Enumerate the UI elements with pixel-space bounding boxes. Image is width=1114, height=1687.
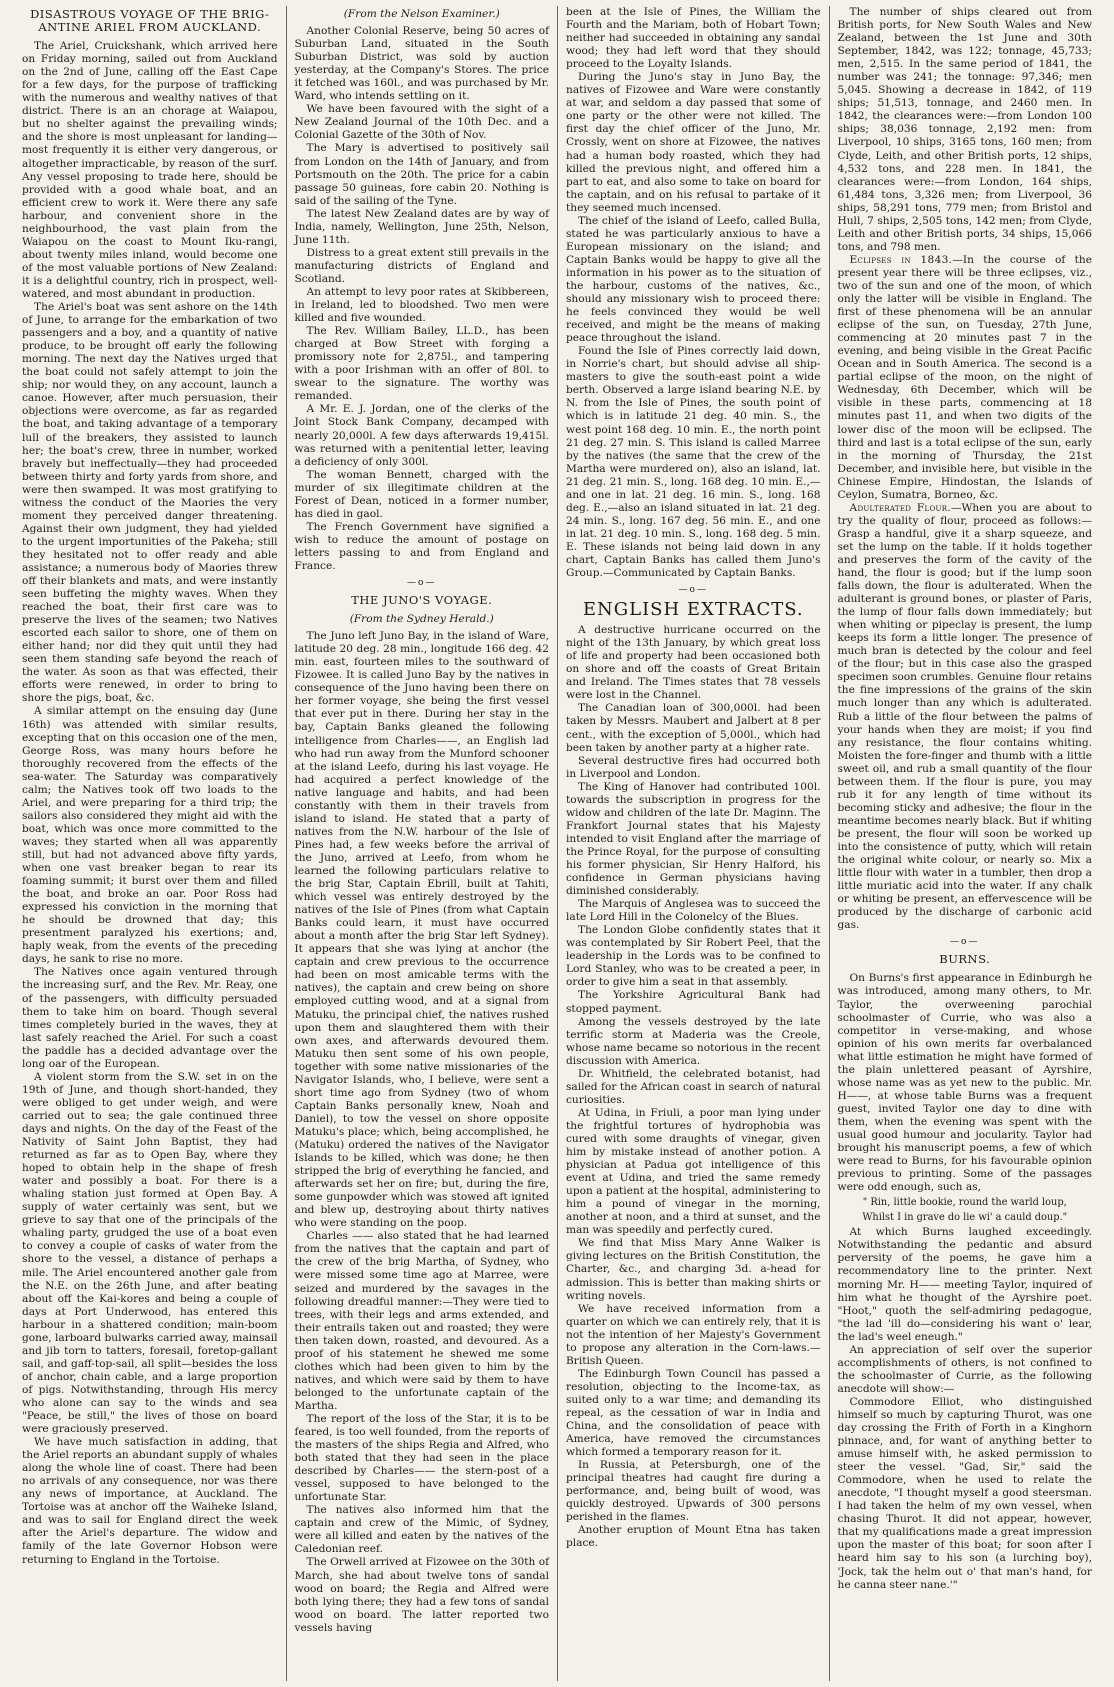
article-paragraph: A similar attempt on the ensuing day (June 16th) was attended with similar results, excepting that on this occasion one of the men, George Ross, was many hours before he thoroughly recovered from the effects of the sea-water. The Saturday was comparatively calm; the Natives took off two loads to the Ariel, and were preparing for a third trip; the sailors also considered they might aid with the boat, which was once more committed to the waves; they started when all was apparently still, but had not advanced above fifty yards, when one vast breaker began to rear its foaming summit; it burst over them and filled the boat, and broke an oar. Poor Ross had expressed his conviction in the morning that he should be drowned that day; this presentment paralyzed his exertions; and, haply weak, from the events of the preceding days, he sank to rise no more. [22,705,278,966]
article-paragraph: The report of the loss of the Star, it is to be feared, is too well founded, from the reports of the masters of the ships Regia and Alfred, who both stated that they had seen in the place described by Charles—— the stern-post of a vessel, supposed to have belonged to the unfortunate Star. [294,1412,549,1504]
verse-line: " Rin, little bookie, round the warld loup, [862,1197,1067,1209]
paragraph-text: —In the course of the present year there will be three eclipses, viz., two of the sun and one of the moon, of which only the latter will be visible in England. The first of these phenomena will be an annular eclipse of the sun, on Tuesday, 27th June, commencing at 20 minutes past 7 in the evening, and being visible in the Great Pacific Ocean and in South America. The second is a partial eclipse of the moon, on the night of Wednesday, 6th December, which will be visible in these parts, commencing at 18 minutes past 11, and when two digits of the lower disc of the moon will be eclipsed. The third and last is a total eclipse of the sun, early in the morning of Thursday, the 21st December, and invisible here, but visible in the Chinese Empire, Hindostan, the Islands of Ceylon, Sumatra, Borneo, &c. [837,253,1092,501]
article-paragraph: been at the Isle of Pines, the William the Fourth and the Mariam, both of Hobart Town; neither had succeeded in obtaining any sandal wood; they had left word that they should proceed to the Loyalty Islands. [566,6,821,71]
article-paragraph: The woman Bennett, charged with the murder of six illegitimate children at the Forest of Dean, noticed in a former number, has died in gaol. [294,468,549,520]
article-paragraph: At which Burns laughed exceedingly. Notwithstanding the pedantic and absurd perversity of the poems, he gave him a recommendatory line to the printer. Next morning Mr. H—— meeting Taylor, inquired of him what he thought of the Ayrshire poet. "Hoot," quoth the self-admiring pedagogue, "the lad 'ill do—considering his want o' lear, the lad's weel eneugh." [837,1226,1092,1343]
article-paragraph: The latest New Zealand dates are by way of India, namely, Wellington, June 25th, Nelson, June 11th. [294,207,549,246]
article-paragraph: A violent storm from the S.W. set in on the 19th of June, and though short-handed, they were obliged to get under weigh, and were carried out to sea; the gale continued three days and nights. On the day of the Feast of the Nativity of Saint John Baptist, they had returned as far as to Open Bay, where they hoped to obtain help in the shape of fresh water and possibly a boat. For there is a whaling station just formed at Open Bay. A supply of water certainly was sent, but we grieve to say that one of the principals of the whaling party, grudged the use of a boat even to convey a couple of casks of water from the shore to the vessel, a distance of perhaps a mile. The Ariel encountered another gale from the N.E. on the 26th June, and after beating about off the Kai-kores and being a couple of days at Port Underwood, has entered this harbour in a shattered condition; main-boom gone, larboard bulwarks carried away, mainsail and jib torn to tatters, foresail, foretop-gallant sail, and gaff-top-sail, all split—besides the loss of anchor, chain cable, and a large proportion of pigs. Notwithstanding, through His mercy who alone can say to the winds and sea "Peace, be still," the lives of those on board were graciously preserved. [22,1070,278,1436]
verse-line: Whilst I in grave do lie wi' a cauld doup." [862,1212,1068,1224]
article-paragraph: In Russia, at Petersburgh, one of the principal theatres had caught fire during a performance, and, being built of wood, was quickly destroyed. Upwards of 300 persons perished in the flames. [566,1459,821,1524]
paragraph-lead: Adulterated Flour. [849,501,951,514]
article-paragraph: Several destructive fires had occurred both in Liverpool and London. [566,754,821,780]
article-paragraph: The Ariel's boat was sent ashore on the 14th of June, to arrange for the embarkation of two passengers and a boy, and a quantity of native produce, to be brought off early the following morning. The next day the Natives urged that the boat could not safely attempt to join the ship; nor would they, on any account, launch a canoe. However, after much persuasion, their objections were overcome, as far as regarded the boat, and taking advantage of a temporary lull of the breakers, they assisted to launch her; the boat's crew, three in number, worked bravely but ineffectually—they had proceeded between thirty and forty yards from shore, and were then swamped. It was most gratifying to witness the conduct of the Maories the very moment they perceived danger threatening. Against their own judgment, they had yielded to the urgent importunities of the Pakeha; still they hesitated not to offer ready and able assistance; a numerous body of Maories threw off their blankets and mats, and were instantly seen buffeting the mighty waves. When they reached the boat, their first care was to preserve the lives of the seamen; two Natives escorted each sailor to shore, one of them on either hand; nor did they quit until they had seen them standing safe beyond the reach of the water. As soon as that was effected, their efforts were renewed, in order to bring to shore the pigs, boat, &c. [22,301,278,705]
article-paragraph: The chief of the island of Leefo, called Bulla, stated he was particularly anxious to have a European missionary on the island; and Captain Banks would be happy to give all the information in his power as to the situation of the harbour, customs of the natives, &c., should any missionary wish to proceed there: he feels convinced they would be well received, and might be the means of making peace throughout the island. [566,214,821,345]
article-paragraph: The number of ships cleared out from British ports, for New South Wales and New Zealand, between the 1st June and 30th September, 1842, was 122; tonnage, 45,733; men, 2,515. In the same period of 1841, the number was 241; the tonnage: 97,346; men 5,045. Showing a decrease in 1842, of 119 ships; 51,513, tonnage, and 2460 men. In 1842, the clearances were:—from London 100 ships; 38,036 tonnage, 2,192 men: from Liverpool, 10 ships, 3165 tons, 160 men; from Clyde, Leith, and other British ports, 12 ships, 4,532 tons, and 228 men. In 1841, the clearances were:—from London, 164 ships, 61,484 tons, 3,326 men; from Liverpool, 36 ships, 58,291 tons, 779 men; from Bristol and Hull, 7 ships, 2,505 tons, 142 men; from Clyde, Leith and other British ports, 34 ships, 15,066 tons, and 798 men. [837,6,1092,253]
article-paragraph: The Canadian loan of 300,000l. had been taken by Messrs. Maubert and Jalbert at 8 per cent., with the exception of 5,000l., which had been taken by another party at a higher rate. [566,702,821,754]
article-paragraph: Distress to a great extent still prevails in the manufacturing districts of England and Scotland. [294,246,549,285]
article-heading: THE JUNO'S VOYAGE. [351,593,493,608]
source-credit: (From the Nelson Examiner.) [343,8,500,20]
article-paragraph: Another Colonial Reserve, being 50 acres of Suburban Land, situated in the South Suburban District, was sold by auction yesterday, at the Company's Stores. The price it fetched was 160l., and was purchased by Mr. Ward, who intends settling on it. [294,25,549,103]
article-paragraph: We have received information from a quarter on which we can entirely rely, that it is not the intention of her Majesty's Government to propose any alteration in the Corn-laws.—British Queen. [566,1302,821,1367]
section-divider: —o— [678,585,708,596]
column-1 [14,6,286,1681]
article-heading: DISASTROUS VOYAGE OF THE BRIG-ANTINE ARIEL FROM AUCKLAND. [30,7,270,35]
article-paragraph: An attempt to levy poor rates at Skibbereen, in Ireland, led to bloodshed. Two men were killed and five wounded. [294,285,549,325]
article-paragraph: The Edinburgh Town Council has passed a resolution, objecting to the Income-tax, as suited only to a war time; and demanding its repeal, as the cessation of war in India and China, and the consolidation of peace with America, have removed the circumstances which formed a temporary reason for it. [566,1367,821,1459]
article-paragraph: Among the vessels destroyed by the late terrific storm at Maderia was the Creole, whose name became so notorious in the recent discussion with America. [566,1015,821,1067]
article-paragraph: A destructive hurricane occurred on the night of the 13th January, by which great loss of life and property had been occasioned both on shore and off the coasts of Great Britain and Ireland. The Times states that 78 vessels were lost in the Channel. [566,624,821,702]
article-paragraph: At Udina, in Friuli, a poor man lying under the frightful tortures of hydrophobia was cured with some draughts of vinegar, given him by mistake instead of another potion. A physician at Padua got intelligence of this event at Udina, and tried the same remedy upon a patient at the hospital, administering to him a pound of vinegar in the morning, another at noon, and a third at sunset, and the man was speedily and perfectly cured. [566,1106,821,1237]
article-paragraph: The Orwell arrived at Fizowee on the 30th of March, she had about twelve tons of sandal wood on board; the Regia and Alfred were both lying there; they had a few tons of sandal wood on board. The latter reported two vessels having [294,1556,549,1634]
article-paragraph: We find that Miss Mary Anne Walker is giving lectures on the British Constitution, the Charter, &c., and charging 3d. a-head for admission. This is better than making shirts or writing novels. [566,1237,821,1302]
column-3 [557,6,829,1681]
article-paragraph: The Natives once again ventured through the increasing surf, and the Rev. Mr. Reay, one of the passengers, with difficulty persuaded them to take him on board. Though several times completely buried in the waves, they at last safely reached the Ariel. For such a coast the paddle has a decided advantage over the long oar of the European. [22,966,278,1070]
article-paragraph: Dr. Whitfield, the celebrated botanist, had sailed for the African coast in search of natural curiosities. [566,1067,821,1106]
article-paragraph: The Juno left Juno Bay, in the island of Ware, latitude 20 deg. 28 min., longitude 166 deg. 42 min. east, fourteen miles to the southward of Fizowee. It is called Juno Bay by the natives in consequence of the Juno having been there on her former voyage, she being the first vessel that ever put in there. During her stay in the bay, Captain Banks gleaned the following intelligence from Charles——, an English lad who had run away from the Munford schooner at the island Leefo, during his last voyage. He had acquired a perfect knowledge of the native language and habits, and had been constantly with them in their travels from island to island. He stated that a party of natives from the N.W. harbour of the Isle of Pines had, a few weeks before the arrival of the Juno, arrived at Leefo, from whom he learned the following particulars relative to the brig Star, Captain Ebrill, built at Tahiti, which vessel was entirely destroyed by the natives of the Isle of Pines (from what Captain Banks could learn, it must have occurred about a month after the brig Star left Sydney). It appears that she was lying at anchor (the captain and crew previous to the occurrence had been on most amicable terms with the natives), the captain and crew being on shore employed cutting wood, and at a signal from Matuku, the principal chief, the natives rushed upon them and slaughtered them with their own axes, and afterwards devoured them. Matuku then sent some of his own people, together with some native missionaries of the Navigator Islands, who, I believe, were sent a short time ago from Sydney (two of whom Captain Banks personally knew, Noah and Daniel), to tow the vessel on shore opposite Matuku's place; which, being accomplished, he (Matuku) ordered the natives of the Navigator Islands to be killed, which was done; he then stripped the brig of everything he fancied, and afterwards set her on fire; but, during the fire, some gunpowder which was stowed aft ignited and blew up, destroying about thirty natives who were standing on the poop. [294,630,549,1230]
article-paragraph [838,254,1093,502]
article-paragraph: Charles —— also stated that he had learned from the natives that the captain and part of the crew of the brig Martha, of Sydney, who were missed some time ago at Marree, were seized and murdered by the savages in the following dreadful manner:—They were tied to trees, with their legs and arms extended, and their entrails taken out and roasted; they were then taken down, roasted, and devoured. As a proof of his statement he shewed me some clothes which had been given to him by the natives, and which were said by them to have belonged to the unfortunate captain of the Martha. [294,1230,549,1412]
article-paragraph: The Yorkshire Agricultural Bank had stopped payment. [566,989,821,1015]
article-paragraph: On Burns's first appearance in Edinburgh he was introduced, among many others, to Mr. Taylor, the overweening parochial schoolmaster of Currie, who was also a competitor in verse-making, and whose opinion of his own merits far overbalanced what little estimation he might have formed of the plain unlettered peasant of Ayrshire, whose name was as yet new to the public. Mr. H——, at whose table Burns was a frequent guest, invited Taylor one day to dine with them, when the evening was spent with the usual good humour and jocularity. Taylor had brought his manuscript poems, a few of which were read to Burns, for his favourable opinion previous to printing. Some of the passages were odd enough, such as, [837,972,1092,1194]
article-paragraph: The natives also informed him that the captain and crew of the Mimic, of Sydney, were all killed and eaten by the natives of the Caledonian reef. [294,1504,549,1556]
article-paragraph: The Mary is advertised to positively sail from London on the 14th of January, and from Portsmouth on the 20th. The price for a cabin passage 50 guineas, fore cabin 20. Nothing is said of the sailing of the Tyne. [294,142,549,207]
article-paragraph: Another eruption of Mount Etna has taken place. [566,1524,821,1550]
article-paragraph: A Mr. E. J. Jordan, one of the clerks of the Joint Stock Bank Company, decamped with nearly 20,000l. A few days afterwards 19,415l. was returned with a penitential letter, leaving a deficiency of only 300l. [294,403,549,468]
article-paragraph: The King of Hanover had contributed 100l. towards the subscription in progress for the widow and children of the late Dr. Maginn. The Frankfort Journal states that his Majesty intended to visit England after the marriage of the Prince Royal, for the purpose of consulting his former physician, Sir Henry Halford, his confidence in German physicians having diminished considerably. [566,780,821,898]
column-4 [829,6,1101,1681]
article-paragraph: The Ariel, Cruickshank, which arrived here on Friday morning, sailed out from Auckland on the 2nd of June, calling off the East Cape for a few days, for the purpose of trafficking with the numerous and wealthy natives of that district. There is an an chorage at Waiapou, but no shelter against the prevailing winds; and the shore is most unpleasant for landing—most frequently it is either very dangerous, or altogether impracticable, by reason of the surf. Any vessel proposing to trade here, should be provided with a good whale boat, and an efficient crew to work it. Were there any safe harbour, and convenient shore in the neighbourhood, the vast plain from the Waiapou on the coast to Mount Iku-rangi, about twenty miles inland, would become one of the most valuable portions of New Zealand: it is a delightful country, rich in prospect, well-watered, and most abundant in production. [22,40,278,300]
article-paragraph: The Rev. William Bailey, LL.D., has been charged at Bow Street with forging a promissory note for 2,875l., and tampering with a poor Irishman with an offer of 80l. to swear to the signature. The worthy was remanded. [294,325,549,403]
paragraph-text: —When you are about to try the quality of flour, proceed as follows:—Grasp a handful, give it a sharp squeeze, and set the lump on the table. If it holds together and preserves the form of the cavity of the hand, the flour is good; but if the lump soon falls down, the flour is adulterated. When the adulterant is ground bones, or plaster of Paris, the lump of flour falls down immediately; but when whiting or pipeclay is present, the lump keeps its form a little longer. The presence of much bran is detected by the colour and feel of the flour; but in this case also the grasped specimen soon crumbles. Genuine flour retains the fine impressions of the grains of the skin much longer than any which is adulterated. Rub a little of the flour between the palms of your hands when they are moist; if you find any resistance, the flour contains whiting. Moisten the fore-finger and thumb with a little sweet oil, and rub a small quantity of the flour between them. If the flour is pure, you may rub it for any length of time without its becoming sticky and adhesive; the flour in the meantime becomes nearly black. But if whiting be present, the flour will soon be worked up into the consistence of putty, which will retain the original white colour, or nearly so. Mix a little flour with water in a tumbler, then drop a little muriatic acid into the water. If any chalk or whiting be present, an effervescence will be produced by the discharge of carbonic acid gas. [837,501,1092,932]
column-2 [286,6,558,1681]
section-divider: —o— [950,937,980,948]
article-heading: BURNS. [939,952,991,967]
article-paragraph: We have been favoured with the sight of a New Zealand Journal of the 10th Dec. and a Colonial Gazette of the 30th of Nov. [294,103,549,142]
article-paragraph: The French Government have signified a wish to reduce the amount of postage on letters passing to and from England and France. [294,520,549,572]
article-paragraph: We have much satisfaction in adding, that the Ariel reports an abundant supply of whales along the whole line of coast. There had been no arrivals of any consequence, nor was there any news of importance, at Auckland. The Tortoise was at anchor off the Waiheke Island, and was to sail for England direct the week after the Ariel's departure. The widow and family of the late Governor Hobson were returning to England in the Tortoise. [22,1436,278,1566]
article-paragraph: An appreciation of self over the superior accomplishments of others, is not confined to the schoolmaster of Currie, as the following anecdote will show:— [837,1343,1092,1395]
section-divider: —o— [407,578,437,589]
article-paragraph [838,502,1093,933]
article-paragraph: The Marquis of Anglesea was to succeed the late Lord Hill in the Colonelcy of the Blues. [566,898,821,924]
paragraph-lead: Eclipses in 1843. [849,253,953,266]
article-paragraph: During the Juno's stay in Juno Bay, the natives of Fizowee and Ware were constantly at war, and seldom a day passed that some of one party or the other were not killed. The first day the chief officer of the Juno, Mr. Crossly, went on shore at Fizowee, the natives had a human body roasted, which they had killed the previous night, and offered him a part to eat, and also some to take on board for the captain, and on his refusal to partake of it they seemed much incensed. [566,71,821,214]
article-paragraph: Commodore Elliot, who distinguished himself so much by capturing Thurot, was one day crossing the Frith of Forth in a Kinghorn pinnace, and, for want of anything better to amuse himself with, he asked permission to steer the vessel. "Gad, Sir," said the Commodore, when he used to relate the anecdote, "I thought myself a good steersman. I had taken the helm of my own vessel, when chasing Thurot. It did not appear, however, that my qualifications made a great impression upon the master of this boat; for soon after I heard him say to his son (a lurching boy), 'Jock, tak the helm out o' that man's hand, for he canna steer nane.'" [837,1395,1092,1591]
article-paragraph: Found the Isle of Pines correctly laid down, in Norrie's chart, but should advise all ship-masters to give the south-east point a wide berth. Observed a large island bearing N.E. by N. from the Isle of Pines, the south point of which is in latitude 21 deg. 40 min. S., the west point 168 deg. 10 min. E., the north point 21 deg. 27 min. S. This island is called Marree by the natives (the same that the crew of the Martha were murdered on), also an island, lat. 21 deg. 21 min. S., long. 168 deg. 10 min. E.,—and one in lat. 21 deg. 16 min. S., long. 168 deg. E.,—also an island situated in lat. 21 deg. 24 min. S., long. 167 deg. 56 min. E., and one in lat. 21 deg. 10 min. S., long. 168 deg. 5 min. E. These islands not being laid down in any chart, Captain Banks has called them Juno's Group.—Communicated by Captain Banks. [566,345,821,580]
section-heading: ENGLISH EXTRACTS. [582,599,804,621]
article-paragraph: The London Globe confidently states that it was contemplated by Sir Robert Peel, that the leadership in the Lords was to be confined to Lord Stanley, who was to be created a peer, in order to give him a seat in that assembly. [566,924,821,989]
source-credit: (From the Sydney Herald.) [349,613,494,626]
